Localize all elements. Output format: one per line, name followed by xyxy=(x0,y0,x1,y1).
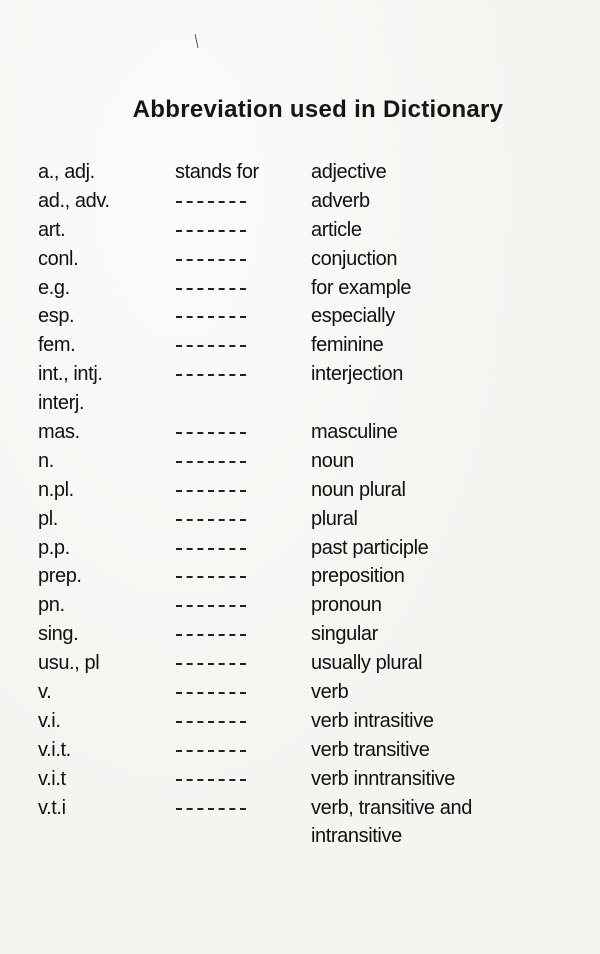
separator-dashes xyxy=(176,490,246,492)
meaning: usually plural xyxy=(311,652,423,675)
page-speck xyxy=(195,34,199,48)
meaning: interjection xyxy=(311,363,403,386)
abbreviation: mas. xyxy=(38,421,80,444)
abbreviation: art. xyxy=(38,218,66,241)
separator-dashes xyxy=(176,374,246,376)
separator-dashes xyxy=(176,634,246,636)
list-item xyxy=(38,620,558,649)
separator-dashes xyxy=(176,432,246,434)
meaning: past participle xyxy=(311,536,429,559)
separator-dashes xyxy=(176,461,246,463)
separator-dashes xyxy=(176,259,246,261)
list-item xyxy=(38,302,558,331)
separator-dashes xyxy=(176,288,246,290)
meaning: verb xyxy=(311,681,349,704)
list-item xyxy=(38,274,558,303)
separator-dashes xyxy=(176,345,246,347)
abbreviation: fem. xyxy=(38,334,76,357)
meaning: adverb xyxy=(311,189,370,212)
list-item xyxy=(38,534,558,563)
list-item xyxy=(38,216,558,245)
separator-dashes xyxy=(176,605,246,607)
list-item xyxy=(38,736,558,765)
list-item xyxy=(38,562,558,591)
meaning: verb intrasitive xyxy=(311,709,434,732)
separator-dashes xyxy=(176,316,246,318)
list-item xyxy=(38,678,558,707)
list-item xyxy=(38,794,558,823)
meaning: plural xyxy=(311,507,358,530)
list-item xyxy=(38,331,558,360)
meaning: singular xyxy=(311,623,378,646)
separator-dashes xyxy=(176,576,246,578)
abbreviation: n. xyxy=(38,449,54,472)
separator-dashes xyxy=(176,779,246,781)
list-item xyxy=(38,360,558,389)
list-item xyxy=(38,476,558,505)
abbreviation: prep. xyxy=(38,565,82,588)
page-title: Abbreviation used in Dictionary xyxy=(132,96,504,123)
abbreviation: conl. xyxy=(38,247,79,270)
abbreviation: v. xyxy=(38,681,52,704)
separator-dashes xyxy=(176,750,246,752)
meaning: pronoun xyxy=(311,594,382,617)
abbreviation: sing. xyxy=(38,623,79,646)
meaning: for example xyxy=(311,276,412,299)
abbreviation: n.pl. xyxy=(38,478,74,501)
list-item xyxy=(38,505,558,534)
meaning: article xyxy=(311,218,362,241)
list-item xyxy=(38,649,558,678)
list-item xyxy=(38,822,558,851)
separator-dashes xyxy=(176,663,246,665)
separator-dashes xyxy=(176,548,246,550)
separator-dashes xyxy=(176,201,246,203)
list-item xyxy=(38,245,558,274)
meaning: feminine xyxy=(311,334,384,357)
list-item xyxy=(38,158,558,187)
list-item xyxy=(38,591,558,620)
separator-dashes xyxy=(176,519,246,521)
separator-dashes xyxy=(176,230,246,232)
list-item xyxy=(38,765,558,794)
list-item xyxy=(38,707,558,736)
separator-dashes xyxy=(176,692,246,694)
list-item xyxy=(38,447,558,476)
abbreviation: pl. xyxy=(38,507,58,530)
meaning-continuation: intransitive xyxy=(311,825,402,848)
abbreviation: v.i. xyxy=(38,709,61,732)
meaning: noun plural xyxy=(311,478,406,501)
abbreviation: ad., adv. xyxy=(38,189,110,212)
meaning: especially xyxy=(311,305,395,328)
meaning: conjuction xyxy=(311,247,398,270)
abbreviation: a., adj. xyxy=(38,161,95,183)
abbreviation: v.t.i xyxy=(38,796,66,819)
abbreviation: v.i.t. xyxy=(38,738,71,761)
meaning: noun xyxy=(311,449,354,472)
stands-for-label: stands for xyxy=(175,161,259,183)
abbreviation: v.i.t xyxy=(38,767,66,790)
separator-dashes xyxy=(176,808,246,810)
meaning: preposition xyxy=(311,565,405,588)
abbreviation: pn. xyxy=(38,594,65,617)
abbreviation: e.g. xyxy=(38,276,70,299)
meaning: verb inntransitive xyxy=(311,767,455,790)
meaning: verb transitive xyxy=(311,738,430,761)
abbreviation: usu., pl xyxy=(38,652,100,675)
meaning: adjective xyxy=(311,161,387,183)
abbreviation: interj. xyxy=(38,392,85,415)
list-item xyxy=(38,389,558,418)
list-item xyxy=(38,418,558,447)
abbreviation: int., intj. xyxy=(38,363,103,386)
meaning: masculine xyxy=(311,421,398,444)
meaning: verb, transitive and xyxy=(311,796,472,819)
abbreviation: p.p. xyxy=(38,536,70,559)
abbreviation-list xyxy=(38,158,558,851)
separator-dashes xyxy=(176,721,246,723)
list-item xyxy=(38,187,558,216)
abbreviation: esp. xyxy=(38,305,75,328)
